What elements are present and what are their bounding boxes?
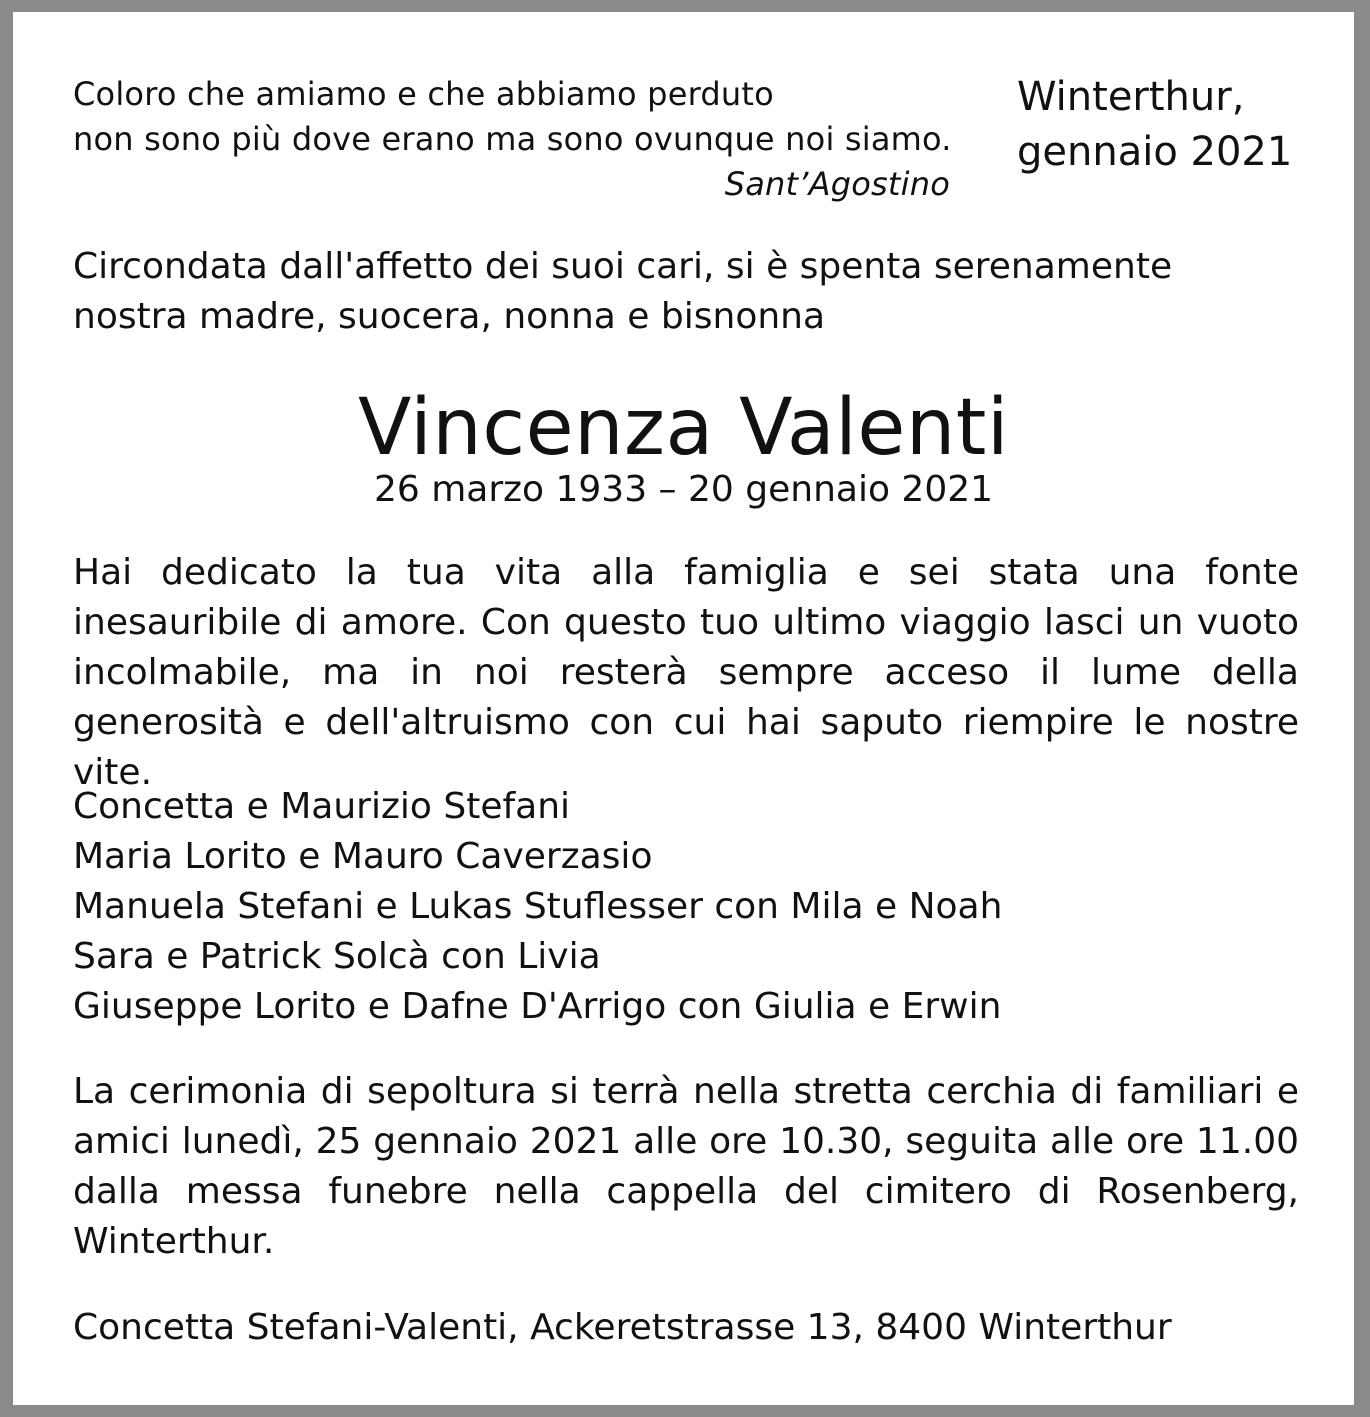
deceased-name: Vincenza Valenti <box>357 383 1010 473</box>
family-member: Sara e Patrick Solcà con Livia <box>73 936 601 977</box>
date: gennaio 2021 <box>1017 129 1293 175</box>
family-member: Giuseppe Lorito e Dafne D'Arrigo con Giulia e Erwin <box>73 986 1002 1027</box>
intro-line: nostra madre, suocera, nonna e bisnonna <box>73 296 826 337</box>
contact-address: Concetta Stefani-Valenti, Ackeretstrasse 13, 8400 Winterthur <box>73 1307 1172 1348</box>
intro-line: Circondata dall'affetto dei suoi cari, si è spenta serenamente <box>73 246 1173 287</box>
ceremony-paragraph: La cerimonia di sepoltura si terrà nella stretta cerchia di familiari e amici lunedì, 25 gennaio 2021 alle ore 10.30, seguita alle ore 11.00 dalla messa funebre nella cappella del cimitero di Rosenberg, Winterthur. <box>73 1071 1299 1262</box>
quote-block <box>73 72 973 207</box>
dedication-paragraph: Hai dedicato la tua vita alla famiglia e sei stata una fonte inesauribile di amore. Con questo tuo ultimo viaggio lasci un vuoto incolmabile, ma in noi resterà sempre acceso il lume della generosità e dell'altruismo con cui hai saputo riempire le nostre vite. <box>73 552 1299 793</box>
intro-text <box>73 242 1303 342</box>
place: Winterthur, <box>1017 74 1245 120</box>
quote-author: Sant’Agostino <box>724 165 950 203</box>
family-member: Concetta e Maurizio Stefani <box>73 786 571 827</box>
quote-line: non sono più dove erano ma sono ovunque noi siamo. <box>73 120 952 158</box>
quote-line: Coloro che amiamo e che abbiamo perduto <box>73 75 774 113</box>
family-member: Maria Lorito e Mauro Caverzasio <box>73 836 653 877</box>
family-member: Manuela Stefani e Lukas Stuflesser con Mila e Noah <box>73 886 1003 927</box>
place-date <box>1017 70 1292 180</box>
family-list <box>73 782 1002 1032</box>
life-dates: 26 marzo 1933 – 20 gennaio 2021 <box>373 469 994 510</box>
obituary-notice <box>13 12 1354 1405</box>
